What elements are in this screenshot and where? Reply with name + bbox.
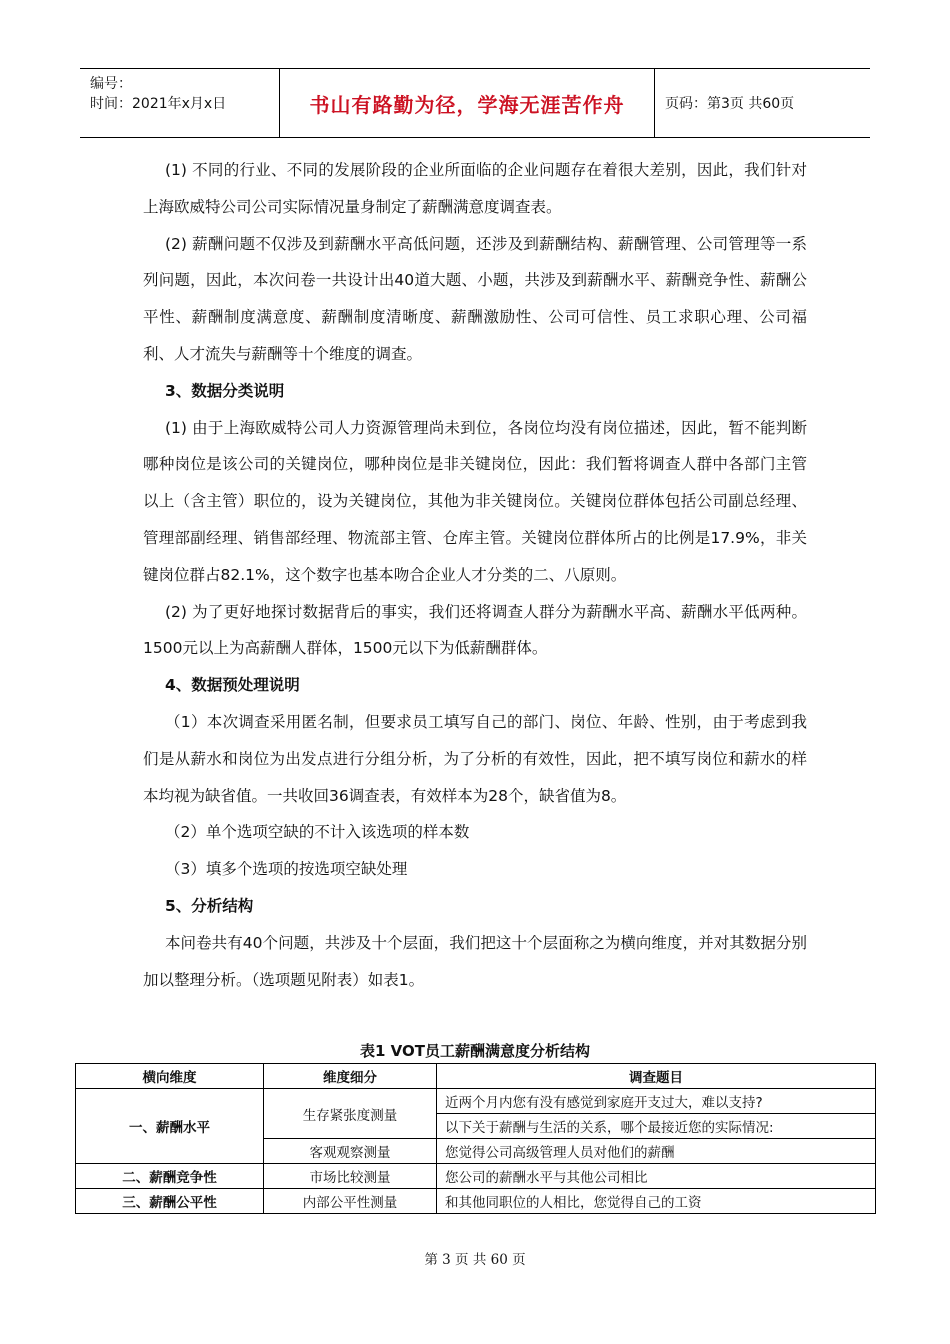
question-cell: 和其他同职位的人相比，您觉得自己的工资 (437, 1189, 876, 1214)
table-header: 调查题目 (437, 1064, 876, 1089)
page-footer: 第 3 页 共 60 页 (424, 1252, 526, 1268)
time-label: 时间：2021年x月x日 (90, 96, 227, 112)
analysis-structure-table (75, 1063, 876, 1214)
subdimension-cell: 生存紧张度测量 (264, 1089, 437, 1139)
page-header (80, 68, 870, 138)
section-heading: 5、分析结构 (165, 896, 254, 915)
paragraph: （2）单个选项空缺的不计入该选项的样本数 (165, 823, 470, 842)
dimension-cell: 一、薪酬水平 (76, 1089, 264, 1164)
paragraph: (1) 由于上海欧威特公司人力资源管理尚未到位，各岗位均没有岗位描述，因此，暂不能判断哪种岗位是该公司的关键岗位，哪种岗位是非关键岗位，因此：我们暂将调查人群中各部门主管以上（含主管）职位的，设为关键岗位，其他为非关键岗位。关键岗位群体包括公司副总经理、管理部副经理、销售部经理、物流部主管、仓库主管。关键岗位群体所占的比例是17.9%，非关键岗位群占82.1%，这个数字也基本吻合企业人才分类的二、八原则。 (143, 418, 807, 584)
question-cell: 以下关于薪酬与生活的关系，哪个最接近您的实际情况: (437, 1114, 876, 1139)
subdimension-cell: 客观观察测量 (264, 1139, 437, 1164)
table-header: 维度细分 (264, 1064, 437, 1089)
table-row (76, 1089, 876, 1114)
paragraph: （3）填多个选项的按选项空缺处理 (165, 860, 408, 879)
paragraph: （1）本次调查采用匿名制，但要求员工填写自己的部门、岗位、年龄、性别，由于考虑到我们是从薪水和岗位为出发点进行分组分析，为了分析的有效性，因此，把不填写岗位和薪水的样本均视为缺省值。一共收回36调查表，有效样本为28个，缺省值为8。 (143, 712, 807, 805)
table-header-row (76, 1064, 876, 1089)
question-cell: 您公司的薪酬水平与其他公司相比 (437, 1164, 876, 1189)
paragraph: 本问卷共有40个问题，共涉及十个层面，我们把这十个层面称之为横向维度，并对其数据分别加以整理分析。（选项题见附表）如表1。 (143, 933, 807, 989)
paragraph: (1) 不同的行业、不同的发展阶段的企业所面临的企业问题存在着很大差别，因此，我们针对上海欧威特公司公司实际情况量身制定了薪酬满意度调查表。 (143, 161, 807, 216)
table-caption: 表1 VOT员工薪酬满意度分析结构 (360, 1042, 590, 1060)
table-row (76, 1189, 876, 1214)
header-page-info: 页码：第3页 共60页 (665, 96, 795, 112)
header-meta (80, 69, 280, 137)
paragraph: (2) 薪酬问题不仅涉及到薪酬水平高低问题，还涉及到薪酬结构、薪酬管理、公司管理等一系列问题，因此，本次问卷一共设计出40道大题、小题，共涉及到薪酬水平、薪酬竞争性、薪酬公平性、薪酬制度满意度、薪酬制度清晰度、薪酬激励性、公司可信性、员工求职心理、公司福利、人才流失与薪酬等十个维度的调查。 (143, 234, 807, 363)
subdimension-cell: 市场比较测量 (264, 1164, 437, 1189)
section-heading: 4、数据预处理说明 (165, 676, 300, 695)
number-label: 编号： (90, 76, 132, 92)
dimension-cell: 二、薪酬竞争性 (76, 1164, 264, 1189)
header-motto: 书山有路勤为径，学海无涯苦作舟 (280, 69, 655, 137)
dimension-cell: 三、薪酬公平性 (76, 1189, 264, 1214)
subdimension-cell: 内部公平性测量 (264, 1189, 437, 1214)
question-cell: 您觉得公司高级管理人员对他们的薪酬 (437, 1139, 876, 1164)
question-cell: 近两个月内您有没有感觉到家庭开支过大，难以支持? (437, 1089, 876, 1114)
section-heading: 3、数据分类说明 (165, 381, 285, 400)
paragraph: (2) 为了更好地探讨数据背后的事实，我们还将调查人群分为薪酬水平高、薪酬水平低两种。1500元以上为高薪酬人群体，1500元以下为低薪酬群体。 (143, 602, 807, 658)
document-body (143, 152, 807, 998)
table-row (76, 1164, 876, 1189)
table-header: 横向维度 (76, 1064, 264, 1089)
